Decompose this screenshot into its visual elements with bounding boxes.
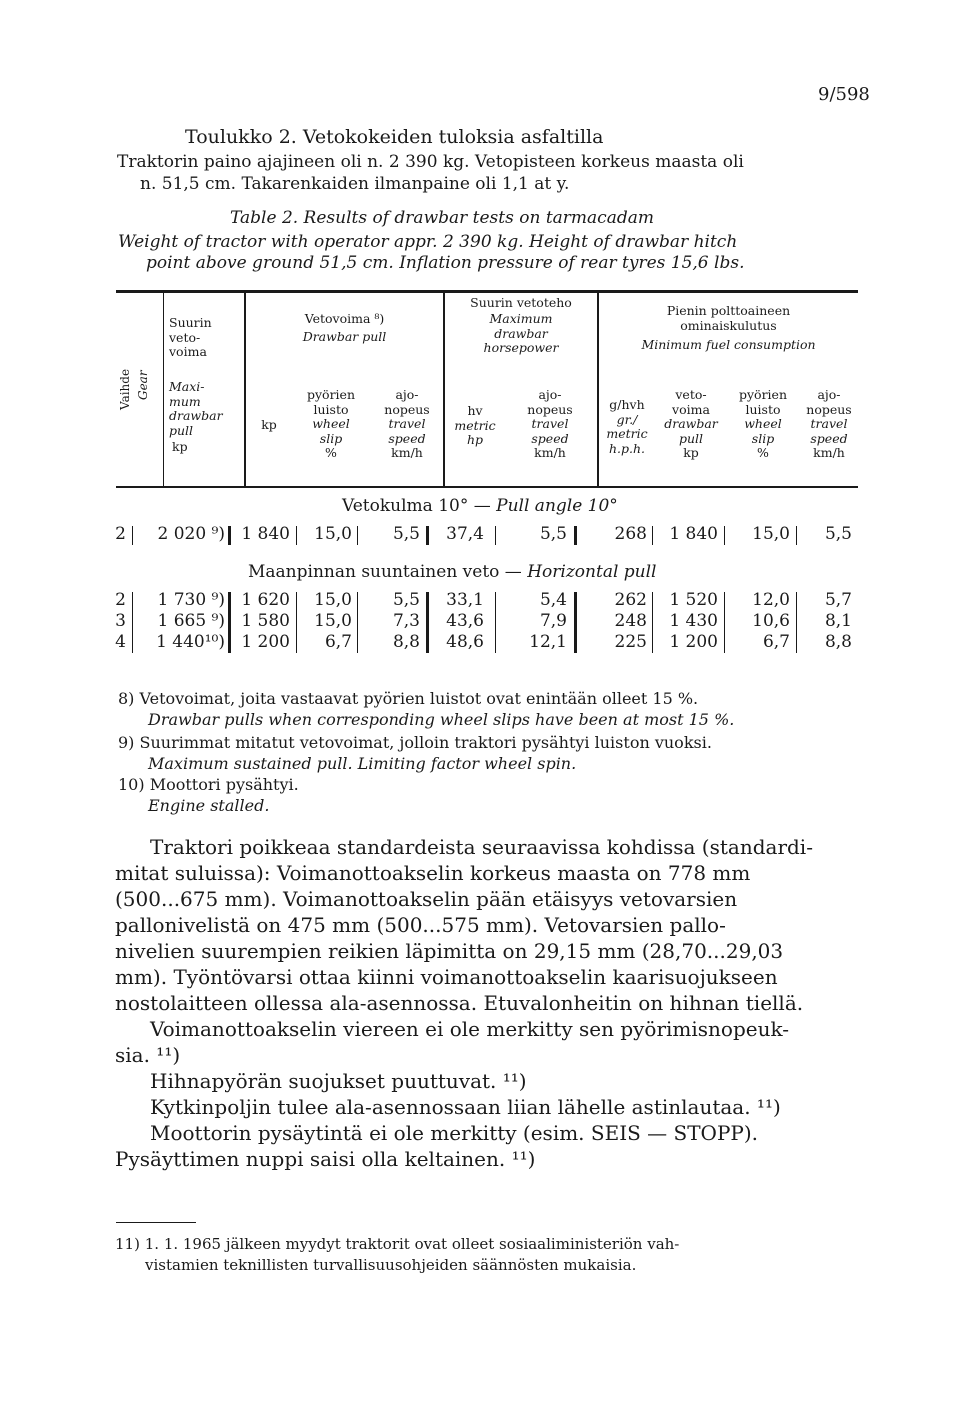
english-header-line-2: point above ground 51,5 cm. Inflation pressure of rear tyres 15,6 lbs. (146, 253, 745, 273)
cell-separator (296, 526, 297, 545)
cell-separator (296, 592, 297, 653)
table-cell: 1 580 (241, 611, 290, 631)
body-line: Moottorin pysäytintä ei ole merkitty (esim. SEIS — STOPP). (150, 1121, 759, 1145)
table-cell: 1 840 (241, 524, 290, 544)
horsepower-header: hv metric hp (454, 403, 496, 447)
table-cell: 2 020 ⁹) (157, 524, 225, 544)
travel-speed-header: ajo- nopeus travel speed km/h (384, 387, 430, 460)
body-line: sia. ¹¹) (115, 1043, 181, 1067)
table-cell: 10,6 (752, 611, 790, 631)
cell-separator (426, 592, 429, 653)
body-line: mitat suluissa): Voimanottoakselin korkeus maasta on 778 mm (115, 861, 751, 885)
table-cell: 1 200 (669, 632, 718, 652)
table-cell: 1 730 ⁹) (157, 590, 225, 610)
fuel-consumption-group-en: Minimum fuel consumption (641, 337, 816, 352)
table-cell: 15,0 (314, 524, 352, 544)
max-pull-unit: kp (172, 439, 188, 454)
table-cell: 8,1 (824, 611, 852, 631)
fuel-consumption-group-fi: Pienin polttoaineen ominaiskulutus (666, 303, 791, 333)
table-cell: 2 (115, 590, 126, 610)
finnish-table-title: Toulukko 2. Vetokokeiden tuloksia asfaltilla (185, 126, 604, 148)
table-cell: 7,9 (539, 611, 567, 631)
table-cell: 5,5 (392, 524, 420, 544)
note-9: 9) Suurimmat mitatut vetovoimat, jolloin traktori pysähtyi luiston vuoksi. Maximum sustained pull. Limiting factor wheel spin. (118, 733, 712, 773)
hp-travel-speed-header: ajo- nopeus travel speed km/h (527, 387, 573, 460)
max-pull-header-en: Maxi- mum drawbar pull (169, 379, 223, 438)
table-cell: 8,8 (824, 632, 852, 652)
table-cell: 5,7 (824, 590, 852, 610)
body-line: Voimanottoakselin viereen ei ole merkitty sen pyörimisnopeuk- (150, 1017, 790, 1041)
body-line: pallonivelistä on 475 mm (500...575 mm). Vetovarsien pallo- (115, 913, 726, 937)
drawbar-pull-group-fi: Vetovoima ⁸) (304, 311, 385, 326)
table-cell: 15,0 (314, 611, 352, 631)
fuel-slip-header: pyörien luisto wheel slip % (738, 387, 787, 460)
body-line: Hihnapyörän suojukset puuttuvat. ¹¹) (150, 1069, 527, 1093)
cell-separator (357, 526, 358, 545)
table-cell: 248 (614, 611, 647, 631)
body-line: (500...675 mm). Voimanottoakselin pään etäisyys vetovarsien (115, 887, 738, 911)
body-line: mm). Työntövarsi ottaa kiinni voimanottoakselin kaarisuojukseen (115, 965, 778, 989)
table-top-rule (116, 290, 858, 293)
table-cell: 48,6 (446, 632, 484, 652)
cell-separator (132, 526, 133, 545)
table-cell: 7,3 (392, 611, 420, 631)
table-cell: 3 (115, 611, 126, 631)
page-number: 9/598 (818, 84, 870, 105)
table-cell: 15,0 (752, 524, 790, 544)
table-cell: 6,7 (324, 632, 352, 652)
body-text (115, 834, 865, 1172)
max-horsepower-group-fi: Suurin vetoteho (470, 295, 572, 310)
cell-separator (228, 592, 231, 653)
cell-separator (357, 592, 358, 653)
cell-separator (724, 592, 725, 653)
note-8: 8) Vetovoimat, joita vastaavat pyörien luistot ovat enintään olleet 15 %. Drawbar pulls when corresponding wheel slips have been at most 15 %. (118, 689, 735, 729)
body-line: nostolaitteen ollessa ala-asennossa. Etuvalonheitin on hihnan tiellä. (115, 991, 804, 1015)
table-cell: 1 665 ⁹) (157, 611, 225, 631)
table-cell: 43,6 (446, 611, 484, 631)
column-divider (163, 292, 164, 486)
cell-separator (495, 592, 496, 653)
finnish-header-line-2: n. 51,5 cm. Takarenkaiden ilmanpaine oli 1,1 at y. (140, 174, 570, 194)
table-cell: 12,1 (529, 632, 567, 652)
table-header-bottom-rule (116, 486, 858, 488)
fuel-speed-header: ajo- nopeus travel speed km/h (806, 387, 852, 460)
cell-separator (495, 526, 496, 545)
cell-separator (796, 526, 797, 545)
cell-separator (652, 526, 653, 545)
table-cell: 1 520 (669, 590, 718, 610)
table-cell: 5,5 (392, 590, 420, 610)
table-cell: 1 200 (241, 632, 290, 652)
cell-separator (228, 526, 231, 545)
table-cell: 262 (614, 590, 647, 610)
table-cell: 15,0 (314, 590, 352, 610)
table-cell: 1 840 (669, 524, 718, 544)
table-cell: 1 430 (669, 611, 718, 631)
section-pull-angle: Vetokulma 10° — Pull angle 10° (342, 496, 618, 516)
cell-separator (426, 526, 429, 545)
body-line: Pysäyttimen nuppi saisi olla keltainen. ¹¹) (115, 1147, 536, 1171)
finnish-header-line-1: Traktorin paino ajajineen oli n. 2 390 kg. Vetopisteen korkeus maasta oli (117, 152, 744, 172)
table-cell: 5,4 (539, 590, 567, 610)
table-cell: 5,5 (539, 524, 567, 544)
body-line: Kytkinpoljin tulee ala-asennossaan liian lähelle astinlautaa. ¹¹) (150, 1095, 781, 1119)
english-header-line-1: Weight of tractor with operator appr. 2 390 kg. Height of drawbar hitch (118, 232, 738, 252)
body-line: Traktori poikkeaa standardeista seuraavissa kohdissa (standardi- (150, 835, 813, 859)
cell-separator (796, 592, 797, 653)
table-cell: 225 (614, 632, 647, 652)
table-cell: 6,7 (762, 632, 790, 652)
wheel-slip-header: pyörien luisto wheel slip % (306, 387, 355, 460)
pull-kp-header: kp (261, 417, 277, 432)
table-cell: 8,8 (392, 632, 420, 652)
fuel-pull-header: veto- voima drawbar pull kp (664, 387, 718, 460)
table-cell: 5,5 (824, 524, 852, 544)
table-cell: 1 620 (241, 590, 290, 610)
table-cell: 1 440¹⁰) (156, 632, 225, 652)
max-horsepower-group-en: Maximum drawbar horsepower (483, 311, 559, 355)
max-pull-header-fi: Suurin veto- voima (169, 315, 212, 359)
table-cell: 4 (115, 632, 126, 652)
cell-separator (132, 592, 133, 653)
cell-separator (574, 592, 577, 653)
gear-header-fi: Vaihde (118, 368, 132, 410)
table-cell: 12,0 (752, 590, 790, 610)
body-line: nivelien suurempien reikien läpimitta on 29,15 mm (28,70...29,03 (115, 939, 784, 963)
cell-separator (724, 526, 725, 545)
fuel-rate-header: g/hvh gr./ metric h.p.h. (606, 397, 648, 456)
footnote-rule (116, 1222, 196, 1223)
cell-separator (652, 592, 653, 653)
table-cell: 37,4 (446, 524, 484, 544)
drawbar-pull-group-en: Drawbar pull (302, 329, 387, 344)
footnote-11: 11) 1. 1. 1965 jälkeen myydyt traktorit ovat olleet sosiaaliministeriön vah- vistamien teknillisten turvallisuusohjeiden säännösten mukaisia. (115, 1235, 680, 1274)
english-table-title: Table 2. Results of drawbar tests on tarmacadam (230, 208, 654, 228)
gear-header-en: Gear (136, 370, 150, 400)
table-cell: 2 (115, 524, 126, 544)
cell-separator (574, 526, 577, 545)
table-cell: 268 (614, 524, 647, 544)
section-horizontal-pull: Maanpinnan suuntainen veto — Horizontal pull (248, 562, 657, 582)
table-cell: 33,1 (446, 590, 484, 610)
note-10: 10) Moottori pysähtyi. Engine stalled. (118, 775, 299, 815)
